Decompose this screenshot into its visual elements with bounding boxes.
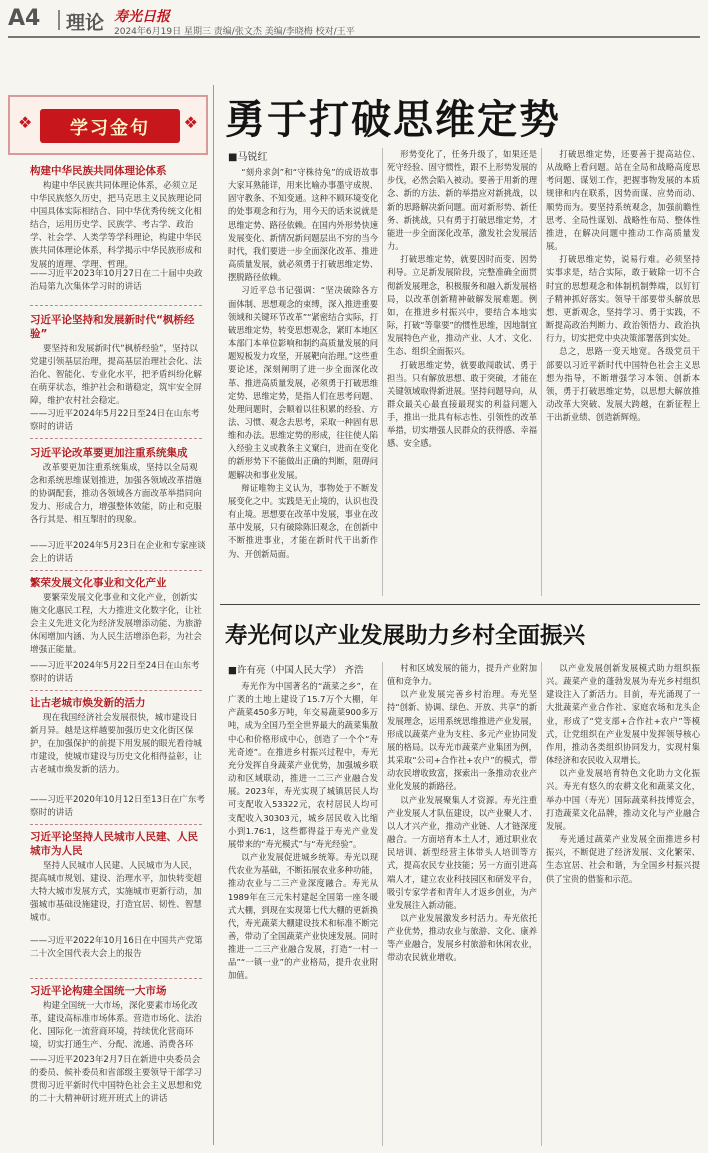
quote-body: 构建全国统一大市场，深化要素市场化改革，建设高标准市场体系。营造市场化、法治化、国际化一流营商环境，持续优化营商环境，切实打通生产、分配、流通、消费各环	[30, 1001, 202, 1051]
column-divider	[213, 85, 214, 1145]
column-divider	[382, 662, 383, 1146]
quote-body: 现在我国经济社会发展很快，城市建设日新月异。越是这样越要加强历史文化街区保护，在加强保护的前提下用发展的眼光看待城市建设，使城市建设与历史文化相得益彰，让古老城市焕发新的活力。	[30, 713, 202, 776]
quote-heading: 让古老城市焕发新的活力	[30, 697, 146, 709]
paragraph: 寿光通过蔬菜产业发展全面推进乡村振兴，不断促进了经济发展、文化繁荣、生态宜居、社会和谐，为全国乡村振兴提供了宝贵的借鉴和示范。	[546, 834, 700, 884]
article-title: 勇于打破思维定势	[225, 97, 561, 143]
quote-body: 改革要更加注重系统集成，坚持以全局观念和系统思维谋划推进，加强各领域改革措施的协调配套，推动各领域各方面改革举措同向发力、形成合力，增强整体效能，防止和克服各行其是、相互掣肘的现象。	[30, 463, 202, 526]
paragraph: 习近平总书记强调：“坚决破除各方面体制、思想观念的束缚，深入推进重要领域和关键环节改革”“紧密结合实际，打破思维定势，转变思想观念，紧盯本地区本部门本单位影响和制约高质量发展的问题短板发力攻坚，开展靶向治理。”这些重要论述，深刻阐明了进一步全面深化改革、推进高质量发展，必须勇于打破思维定势、思维定势，是指人们在思考问题、处理问题时，会顺着以往积累的经验、方法、习惯、观念去思考，采取一种固有思维和办法。思维定势的形成，往往使人陷入经验主义或教条主义窠臼，进而在变化的新形势下不能做出正确的判断，阻碍问题解决和事业发展。	[228, 285, 378, 480]
quote-body: 坚持人民城市人民建、人民城市为人民，提高城市规划、建设、治理水平，加快转变超大特大城市发展方式，实施城市更新行动，加强城市基础设施建设，打造宜居、韧性、智慧城市。	[30, 861, 202, 924]
section-title: 理论	[66, 12, 105, 34]
article-column	[546, 148, 700, 596]
divider	[30, 305, 202, 306]
study-quotes-banner	[8, 95, 208, 155]
ornament-icon: ❖	[183, 113, 198, 132]
page-number: A4	[8, 6, 41, 31]
quote-source: ——习近平2023年2月7日在新进中央委员会的委员、候补委员和省部级主要领导干部学习贯彻习近平新时代中国特色社会主义思想和党的二十大精神研讨班开班式上的讲话	[30, 1055, 202, 1104]
divider	[30, 570, 202, 571]
paragraph: “刻舟求剑”和“守株待兔”的成语故事大家耳熟能详，用来比喻办事墨守成规、固守教条、不知变通。这种不顾环境变化的处事观念和行为，用今天的话来说就是思维定势、路径依赖。在国内外形势快速发展变化、新情况新问题层出不穷的当今时代，我们要进一步全面深化改革、推进高质量发展，就必须勇于打破思维定势、摆脱路径依赖。	[228, 167, 378, 283]
article-byline: ■马锐红	[228, 152, 268, 163]
quote-source: ——习近平2024年5月22日至24日在山东考察时的讲话	[30, 409, 200, 432]
divider	[30, 690, 202, 691]
paragraph: 以产业发展培育特色文化助力文化振兴。寿光有悠久的农耕文化和蔬菜文化，举办中国（寿光）国际蔬菜科技博览会，打造蔬菜文化品牌，推动文化与产业融合发展。	[546, 768, 700, 831]
paragraph: 总之，思路一变天地宽。各级党员干部要以习近平新时代中国特色社会主义思想为指导，不断增强学习本领、创新本领，勇于打破思维定势，以思想大解放推动改革大突破、发展大跨越，在新征程上干出新业绩、创造新辉煌。	[546, 346, 700, 423]
masthead-divider	[58, 10, 60, 30]
article-byline: ■许有亮（中国人民大学） 齐浩	[228, 665, 364, 676]
paragraph: 辩证唯物主义认为，事物处于不断发展变化之中。实践是无止境的，认识也没有止境。思想要在改革中发展，事业在改革中发展，只有破除陈旧观念，在创新中不断推进事业，才能在新时代干出新作为、开创新局面。	[228, 482, 378, 559]
quote-source: ——习近平2022年10月16日在中国共产党第二十次全国代表大会上的报告	[30, 936, 203, 959]
quote-heading: 繁荣发展文化事业和文化产业	[30, 577, 167, 589]
quote-source: ——习近平2024年5月23日在企业和专家座谈会上的讲话	[30, 541, 206, 564]
article-column	[387, 662, 537, 1146]
article-column	[387, 148, 537, 596]
divider	[30, 978, 202, 979]
quote-body: 构建中华民族共同体理论体系，必须立足中华民族悠久历史，把马克思主义民族理论同中国具体实际相结合、同中华优秀传统文化相结合，运用历史学、民族学、考古学、政治学、社会学、人类学等学科理论，构建中华民族共同体理论体系，科学揭示中华民族形成和发展的道理、学理、哲理。	[30, 181, 202, 270]
quote-body: 要繁荣发展文化事业和文化产业，创新实施文化惠民工程，大力推进文化数字化，让社会主义先进文化为经济发展增添动能、为旅游休闲增加内涵、为人民生活增添色彩，为社会增强正能量。	[30, 593, 202, 656]
article-title: 寿光何以产业发展助力乡村全面振兴	[225, 623, 586, 649]
quote-heading: 构建中华民族共同体理论体系	[30, 165, 167, 177]
paragraph: 以产业发展完善乡村治理。寿光坚持“创新、协调、绿色、开放、共享”的新发展理念，运用系统思维推进产业发展，形成以蔬菜产业为支柱、多元产业协同发展的格局。以寿光市蔬菜产业集团为例，其采取“公司+合作社+农户”的模式，带动农民增收致富，探索出一条推动农业产业化发展的新路径。	[387, 689, 537, 792]
paragraph: 形势变化了，任务升级了，如果还是死守经验、固守惯性，跟不上形势发展的步伐，必然会陷入被动。要善于用新的理念、新的方法、新的举措应对新挑战，以新的思路解决新问题。面对新形势、新任务、新挑战，只有勇于打破思维定势，才能进一步全面深化改革，激发社会发展活力。	[387, 149, 537, 252]
paragraph: 打破思维定势，就要敢闯敢试、勇于担当。只有解放思想、敢于突破，才能在关键领域取得新进展。坚持问题导向，从群众最关心最直接最现实的利益问题入手，推出一批具有标志性、引领性的改革举措，切实增强人民群众的获得感、幸福感、安全感。	[387, 359, 537, 449]
quote-source: ——习近平2024年5月22日至24日在山东考察时的讲话	[30, 661, 200, 684]
article-column	[546, 662, 700, 1146]
article-column	[228, 680, 378, 1146]
banner-badge	[40, 109, 180, 143]
paragraph: 打破思维定势，说易行难。必须坚持实事求是，结合实际，敢于破除一切不合时宜的思想观念和体制机制弊端，以钉钉子精神抓好落实。领导干部要带头解放思想、更新观念，坚持学习、勇于实践，不断提高政治判断力、政治领悟力、政治执行力，切实把党中央决策部署落到实处。	[546, 254, 700, 344]
paragraph: 以产业发展聚集人才资源。寿光注重产业发展人才队伍建设，以产业聚人才、以人才兴产业，推动产业链、人才链深度融合。一方面培育本土人才，通过职业农民培训、新型经营主体带头人培训等方式，提高农民专业技能；另一方面引进高端人才，建立农业科技园区和研发平台，吸引专家学者和青年人才返乡创业，为产业发展注入新动能。	[387, 794, 537, 910]
paragraph: 寿光作为中国著名的“蔬菜之乡”，在广袤的土地上建设了15.7万个大棚，年产蔬菜450多万吨，年交易蔬菜900多万吨，成为全国乃至全世界最大的蔬菜集散中心和价格形成中心，创造了一个个“寿光奇迹”。在推进乡村振兴过程中，寿光充分发挥自身蔬菜产业优势，加强城乡联动和区域联动，推进一二三产业融合发展。2023年，寿光实现了城镇居民人均可支配收入53322元，农村居民人均可支配收入30303元，城乡居民收入比缩小到1.76∶1，这些都得益于寿光产业发展带来的“寿光模式”与“寿光经验”。	[228, 681, 378, 849]
paragraph: 以产业发展激发乡村活力。寿光依托产业优势，推动农业与旅游、文化、康养等产业融合，发展乡村旅游和休闲农业，带动农民就业增收。	[387, 912, 537, 963]
quote-heading: 习近平论坚持和发展新时代“枫桥经验”	[30, 314, 195, 340]
paragraph: 打破思维定势，就要因时而变、因势利导。立足新发展阶段，完整准确全面贯彻新发展理念，积极服务和融入新发展格局，以改革创新精神破解发展难题。例如，在推进乡村振兴中，要结合本地实际，打破“等靠要”的惯性思维，因地制宜发展特色产业，推动产业、人才、文化、生态、组织全面振兴。	[387, 254, 537, 357]
quote-source: ——习近平2023年10月27日在二十届中央政治局第九次集体学习时的讲话	[30, 269, 203, 292]
masthead	[8, 4, 700, 38]
divider	[30, 824, 202, 825]
quote-heading: 习近平论坚持人民城市人民建、人民城市为人民	[30, 831, 198, 857]
divider	[30, 438, 202, 439]
quote-body: 要坚持和发展新时代“枫桥经验”，坚持以党建引领基层治理，提高基层治理社会化、法治化、智能化、专业化水平，把矛盾纠纷化解在萌芽状态，维护社会和谐稳定，筑牢安全屏障，维护农村社会稳定。	[30, 344, 202, 407]
article-column	[228, 166, 378, 596]
column-divider	[541, 148, 542, 596]
section-divider	[220, 604, 700, 605]
quote-heading: 习近平论构建全国统一大市场	[30, 985, 167, 997]
paragraph: 以产业发展促进城乡统筹。寿光以现代农业为基础，不断拓展农业多种功能，推动农业与二三产业深度融合。寿光从1989年在三元朱村建起全国第一座冬暖式大棚，到现在实现第七代大棚的更新换代，寿光蔬菜大棚建设技术和标准不断完善，带动了全国蔬菜产业快速发展。同时推进一二三产业融合发展，打造“一村一品”“一镇一业”的产业格局，提升农业附加值。	[228, 852, 378, 981]
paragraph: 村和区域发展的能力，提升产业附加值和竞争力。	[387, 663, 537, 687]
quote-heading: 习近平论改革要更加注重系统集成	[30, 447, 188, 459]
edition-info: 2024年6月19日 星期三 责编/张文杰 美编/李晓梅 校对/王平	[114, 27, 355, 37]
column-divider	[541, 662, 542, 1146]
column-divider	[382, 148, 383, 596]
paragraph: 以产业发展创新发展模式助力组织振兴。蔬菜产业的蓬勃发展为寿光乡村组织建设注入了新活力。目前，寿光涌现了一大批蔬菜产业合作社、家庭农场和龙头企业，形成了“党支部+合作社+农户”等模式，让党组织在产业发展中发挥领导核心作用，推动各类组织协同发力，实现村集体经济和农民收入双增长。	[546, 663, 700, 766]
newspaper-logo: 寿光日报	[114, 9, 170, 25]
ornament-icon: ❖	[18, 113, 33, 132]
paragraph: 打破思维定势，还要善于提高站位、从战略上看问题。站在全局和战略高度思考问题、谋划工作，把握事物发展的本质规律和内在联系，因势而谋、应势而动、顺势而为。要坚持系统观念，加强前瞻性思考、全局性谋划、战略性布局、整体性推进，在解决问题中推动工作高质量发展。	[546, 149, 700, 252]
quote-source: ——习近平2020年10月12日至13日在广东考察时的讲话	[30, 795, 205, 818]
banner-title: 学习金句	[70, 118, 150, 139]
